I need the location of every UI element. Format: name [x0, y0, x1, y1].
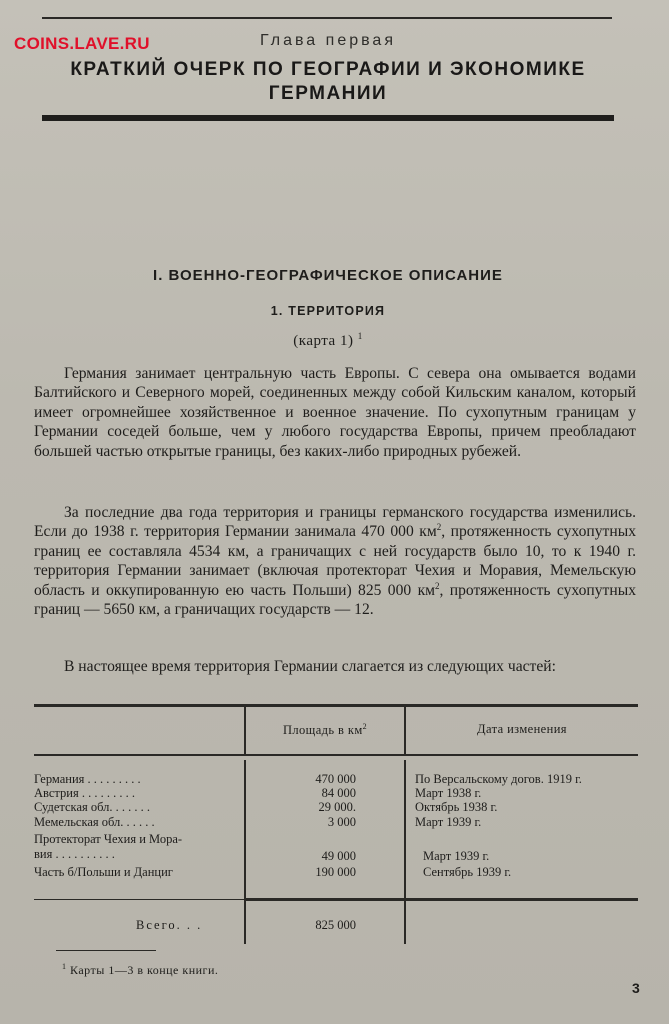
row-date: Март 1939 г.	[423, 849, 490, 863]
paragraph-2-part-c: , протяженность сухопутных границ — 5650 км, а граничащих государств — 12.	[34, 581, 636, 619]
header-bottom-rule	[34, 754, 638, 756]
row-date: Сентябрь 1939 г.	[423, 865, 512, 879]
chapter-heading: Глава первая	[259, 32, 396, 49]
map-reference-note: 1	[357, 331, 363, 341]
row-name: Германия . . . . . . . . .	[34, 772, 141, 786]
map-reference	[42, 331, 614, 350]
row-area: 3 000	[327, 815, 356, 829]
page-number: 3	[632, 980, 640, 996]
column-header-area-sup: 2	[362, 722, 368, 731]
paragraph-2-part-b: , протяженность сухопутных границ ее составляла 4534 км, а граничащих с ней государств было 10, то к 1940 г. территория Германии занимает (включая протекторат Чехия и Моравия, Мемельскую область и оккупированную ею часть Польши) 825 000 км	[34, 523, 636, 599]
total-value: 825 000	[315, 918, 356, 932]
chapter-title-line2: ГЕРМАНИИ	[268, 83, 388, 104]
row-date: Март 1939 г.	[415, 815, 482, 829]
body-divider-2	[404, 760, 406, 898]
total-label: Всего. . .	[136, 918, 203, 932]
section-heading: I. ВОЕННО-ГЕОГРАФИЧЕСКОЕ ОПИСАНИЕ	[153, 267, 503, 284]
column-header-area-text: Площадь в км	[282, 723, 363, 738]
column-header-date: Дата изменения	[477, 722, 567, 736]
sq-mark-1: 2	[436, 522, 442, 533]
row-name: Протекторат Чехия и Мора-	[34, 832, 183, 846]
territory-table	[34, 700, 638, 960]
table-top-rule	[34, 704, 638, 707]
row-date: Октябрь 1938 г.	[415, 800, 498, 814]
paragraph-1: Германия занимает центральную часть Европы. С севера она омывается водами Балтийского и Северного морей, соединенных между собой Кильским каналом, который имеет огромнейшее хозяйственное и военное значение. По сухопутным границам у Германии соседей больше, чем у любого государства Европы, причем преобладают большей частью открытые границы, без каких-либо природных рубежей.	[34, 365, 636, 460]
top-rule	[42, 17, 612, 19]
paragraph-3: В настоящее время территория Германии слагается из следующих частей:	[64, 658, 556, 675]
row-area: 29 000.	[318, 800, 356, 814]
row-date: По Версальскому догов. 1919 г.	[415, 772, 582, 786]
chapter-title-line1: КРАТКИЙ ОЧЕРК ПО ГЕОГРАФИИ И ЭКОНОМИКЕ	[70, 59, 586, 80]
footnote-text: Карты 1—3 в конце книги.	[70, 963, 219, 977]
total-rule	[244, 898, 638, 901]
subsection-heading: 1. ТЕРРИТОРИЯ	[270, 304, 386, 318]
row-name: Судетская обл. . . . . . .	[34, 800, 151, 814]
row-name: Австрия . . . . . . . . .	[34, 786, 135, 800]
watermark: COINS.LAVE.RU	[14, 34, 150, 53]
row-name: Часть б/Польши и Данциг	[34, 865, 173, 879]
total-divider-1	[244, 900, 246, 944]
paragraph-2-part-a: За последние два года территория и границы германского государства изменились. Если до 1938 г. территория Германии занимала 470 000 км	[34, 504, 636, 541]
chapter-title	[42, 58, 614, 106]
row-area: 49 000	[321, 849, 356, 863]
footnote-mark: 1	[62, 962, 67, 971]
row-name: вия . . . . . . . . . .	[34, 847, 115, 861]
row-date: Март 1938 г.	[415, 786, 482, 800]
body-divider-1	[244, 760, 246, 898]
footnote	[62, 962, 218, 978]
row-area: 470 000	[315, 772, 356, 786]
paragraph-2	[34, 503, 636, 619]
total-rule-left	[34, 899, 244, 900]
title-rule	[42, 115, 614, 121]
column-header-area	[246, 722, 404, 738]
row-area: 84 000	[321, 786, 356, 800]
map-reference-text: (карта 1)	[293, 333, 354, 349]
sq-mark-2: 2	[435, 580, 440, 591]
total-divider-2	[404, 900, 406, 944]
footnote-rule	[56, 950, 156, 951]
row-area: 190 000	[315, 865, 356, 879]
row-name: Мемельская обл. . . . . .	[34, 815, 155, 829]
